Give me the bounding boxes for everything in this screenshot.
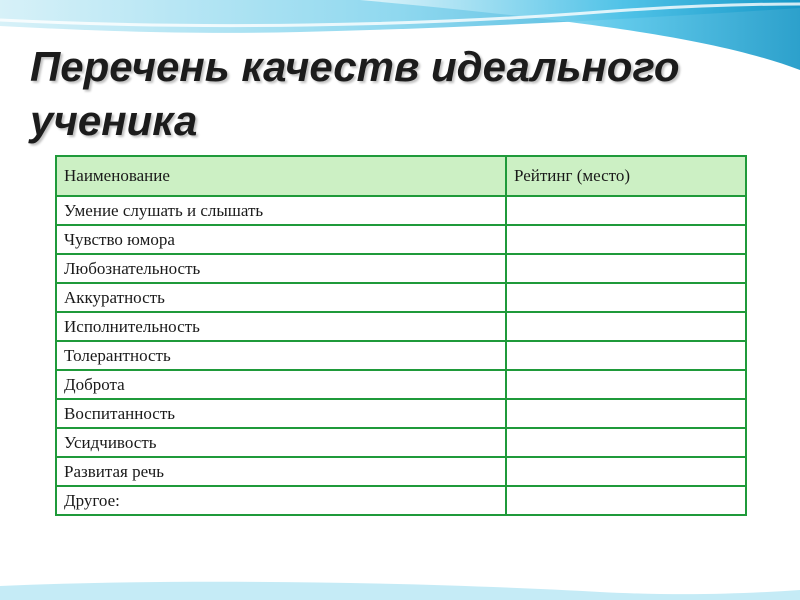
quality-name: Доброта xyxy=(56,370,506,399)
rating-cell[interactable] xyxy=(506,486,746,515)
rating-cell[interactable] xyxy=(506,341,746,370)
table-row xyxy=(56,341,746,370)
table-row xyxy=(56,254,746,283)
quality-name: Другое: xyxy=(56,486,506,515)
table-row xyxy=(56,457,746,486)
rating-cell[interactable] xyxy=(506,254,746,283)
table-row xyxy=(56,225,746,254)
wave-bottom-band xyxy=(0,582,800,600)
table-row xyxy=(56,196,746,225)
quality-name: Воспитанность xyxy=(56,399,506,428)
table-row xyxy=(56,486,746,515)
table-row xyxy=(56,312,746,341)
rating-cell[interactable] xyxy=(506,225,746,254)
rating-cell[interactable] xyxy=(506,370,746,399)
quality-name: Чувство юмора xyxy=(56,225,506,254)
rating-cell[interactable] xyxy=(506,428,746,457)
table-row xyxy=(56,283,746,312)
table-row xyxy=(56,428,746,457)
quality-name: Развитая речь xyxy=(56,457,506,486)
table-header-row xyxy=(56,156,746,196)
header-name: Наименование xyxy=(56,156,506,196)
table-row xyxy=(56,370,746,399)
rating-cell[interactable] xyxy=(506,283,746,312)
header-rating: Рейтинг (место) xyxy=(506,156,746,196)
qualities-table xyxy=(55,155,747,516)
quality-name: Исполнительность xyxy=(56,312,506,341)
rating-cell[interactable] xyxy=(506,312,746,341)
quality-name: Усидчивость xyxy=(56,428,506,457)
rating-cell[interactable] xyxy=(506,196,746,225)
rating-cell[interactable] xyxy=(506,457,746,486)
quality-name: Умение слушать и слышать xyxy=(56,196,506,225)
table-row xyxy=(56,399,746,428)
slide-title: Перечень качеств идеального ученика xyxy=(30,43,680,144)
quality-name: Аккуратность xyxy=(56,283,506,312)
quality-name: Толерантность xyxy=(56,341,506,370)
rating-cell[interactable] xyxy=(506,399,746,428)
quality-name: Любознательность xyxy=(56,254,506,283)
